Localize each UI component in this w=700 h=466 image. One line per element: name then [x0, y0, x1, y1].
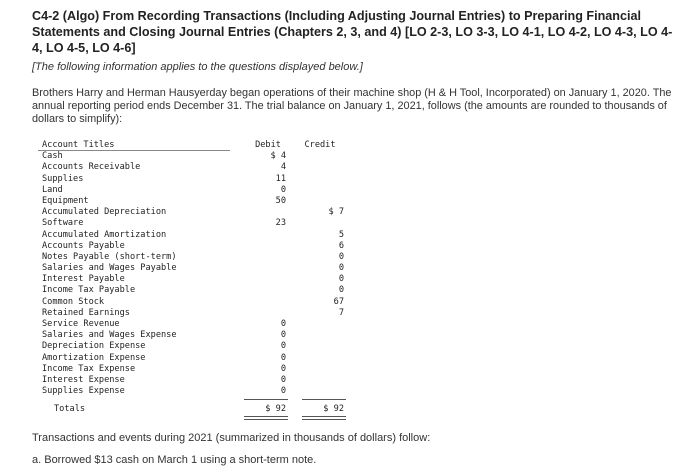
- trial-balance-table: [38, 140, 346, 420]
- cell-account: Accumulated Amortization: [42, 229, 167, 240]
- cell-account: Salaries and Wages Payable: [42, 263, 177, 274]
- cell-account: Retained Earnings: [42, 307, 130, 318]
- cell-account: Supplies: [42, 173, 84, 184]
- cell-credit: 0: [338, 263, 344, 274]
- totals-credit: $ 92: [323, 404, 344, 415]
- cell-account: Amortization Expense: [42, 352, 146, 363]
- table-row: [38, 386, 346, 397]
- cell-debit: 0: [280, 374, 286, 385]
- cell-account: Accumulated Depreciation: [42, 207, 167, 218]
- header-account-titles: Account Titles: [42, 140, 115, 150]
- cell-account: Supplies Expense: [42, 386, 125, 397]
- table-row: [38, 196, 346, 207]
- cell-credit: 6: [338, 240, 344, 251]
- problem-title: C4-2 (Algo) From Recording Transactions (Including Adjusting Journal Entries) to Preparing Financial Statements and Closing Journal Entries (Chapters 2, 3, and 4) [LO 2-3, LO 3-3, LO 4-1, LO 4-2, LO 4-3, LO 4-4, LO 4-5, LO 4-6]: [32, 9, 673, 55]
- transaction-item-a: a. Borrowed $13 cash on March 1 using a short-term note.: [32, 454, 317, 466]
- table-row: [38, 308, 346, 319]
- table-row: [38, 230, 346, 241]
- table-row: [38, 241, 346, 252]
- cell-debit: 0: [280, 386, 286, 397]
- table-row: [38, 162, 346, 173]
- cell-credit: 67: [333, 296, 344, 307]
- double-rules: [38, 416, 346, 420]
- intro-paragraph: Brothers Harry and Herman Hausyerday began operations of their machine shop (H & H Tool, Incorporated) on January 1, 2020. The annual reporting period ends December 31. The trial balance on January 1, 2021, follows (the amounts are rounded to thousands of dollars to simplify):: [32, 87, 672, 125]
- debit-sum-rule: [244, 399, 288, 400]
- table-row: [38, 364, 346, 375]
- sum-rules: [38, 397, 346, 400]
- cell-debit: 0: [280, 184, 286, 195]
- cell-account: Notes Payable (short-term): [42, 251, 177, 262]
- table-row: [38, 174, 346, 185]
- cell-credit: 5: [338, 229, 344, 240]
- cell-account: Interest Expense: [42, 374, 125, 385]
- table-row: [38, 274, 346, 285]
- cell-account: Salaries and Wages Expense: [42, 330, 177, 341]
- cell-account: Equipment: [42, 195, 89, 206]
- cell-debit: 11: [275, 173, 286, 184]
- cell-account: Service Revenue: [42, 319, 120, 329]
- totals-debit: $ 92: [265, 404, 286, 415]
- header-credit: Credit: [304, 140, 336, 150]
- table-row: [38, 151, 346, 162]
- table-row: [38, 330, 346, 341]
- info-note: [The following information applies to the questions displayed below.]: [32, 61, 363, 73]
- table-row: [38, 353, 346, 364]
- cell-debit: 23: [275, 218, 286, 229]
- table-row: [38, 218, 346, 229]
- cell-credit: $ 7: [328, 207, 344, 218]
- credit-double-rule: [302, 416, 346, 420]
- table-row: [38, 252, 346, 263]
- cell-debit: 0: [280, 352, 286, 363]
- table-row: [38, 263, 346, 274]
- cell-account: Income Tax Payable: [42, 285, 136, 296]
- cell-debit: 0: [280, 319, 286, 329]
- credit-sum-rule: [302, 399, 346, 400]
- cell-account: Interest Payable: [42, 274, 125, 285]
- cell-debit: 50: [275, 195, 286, 206]
- cell-debit: $ 4: [270, 151, 286, 162]
- cell-debit: 4: [280, 162, 286, 173]
- cell-account: Common Stock: [42, 296, 105, 307]
- cell-account: Cash: [42, 151, 63, 162]
- cell-account: Accounts Receivable: [42, 162, 141, 173]
- cell-credit: 0: [338, 251, 344, 262]
- header-debit: Debit: [255, 140, 281, 150]
- table-row: [38, 297, 346, 308]
- table-row: [38, 341, 346, 352]
- cell-account: Accounts Payable: [42, 240, 125, 251]
- cell-debit: 0: [280, 330, 286, 341]
- table-header-row: [38, 140, 346, 151]
- table-body: [38, 151, 346, 397]
- cell-debit: 0: [280, 341, 286, 352]
- cell-credit: 0: [338, 274, 344, 285]
- debit-double-rule: [244, 416, 288, 420]
- cell-debit: 0: [280, 363, 286, 374]
- cell-account: Income Tax Expense: [42, 363, 136, 374]
- cell-account: Software: [42, 218, 84, 229]
- transactions-intro: Transactions and events during 2021 (summarized in thousands of dollars) follow:: [32, 432, 431, 444]
- cell-credit: 7: [338, 307, 344, 318]
- cell-account: Land: [42, 184, 63, 195]
- cell-account: Depreciation Expense: [42, 341, 146, 352]
- cell-credit: 0: [338, 285, 344, 296]
- table-row: [38, 319, 346, 330]
- totals-label: Totals: [54, 404, 86, 415]
- table-row: [38, 285, 346, 296]
- totals-row: [38, 402, 346, 416]
- table-row: [38, 185, 346, 196]
- table-row: [38, 375, 346, 386]
- table-row: [38, 207, 346, 218]
